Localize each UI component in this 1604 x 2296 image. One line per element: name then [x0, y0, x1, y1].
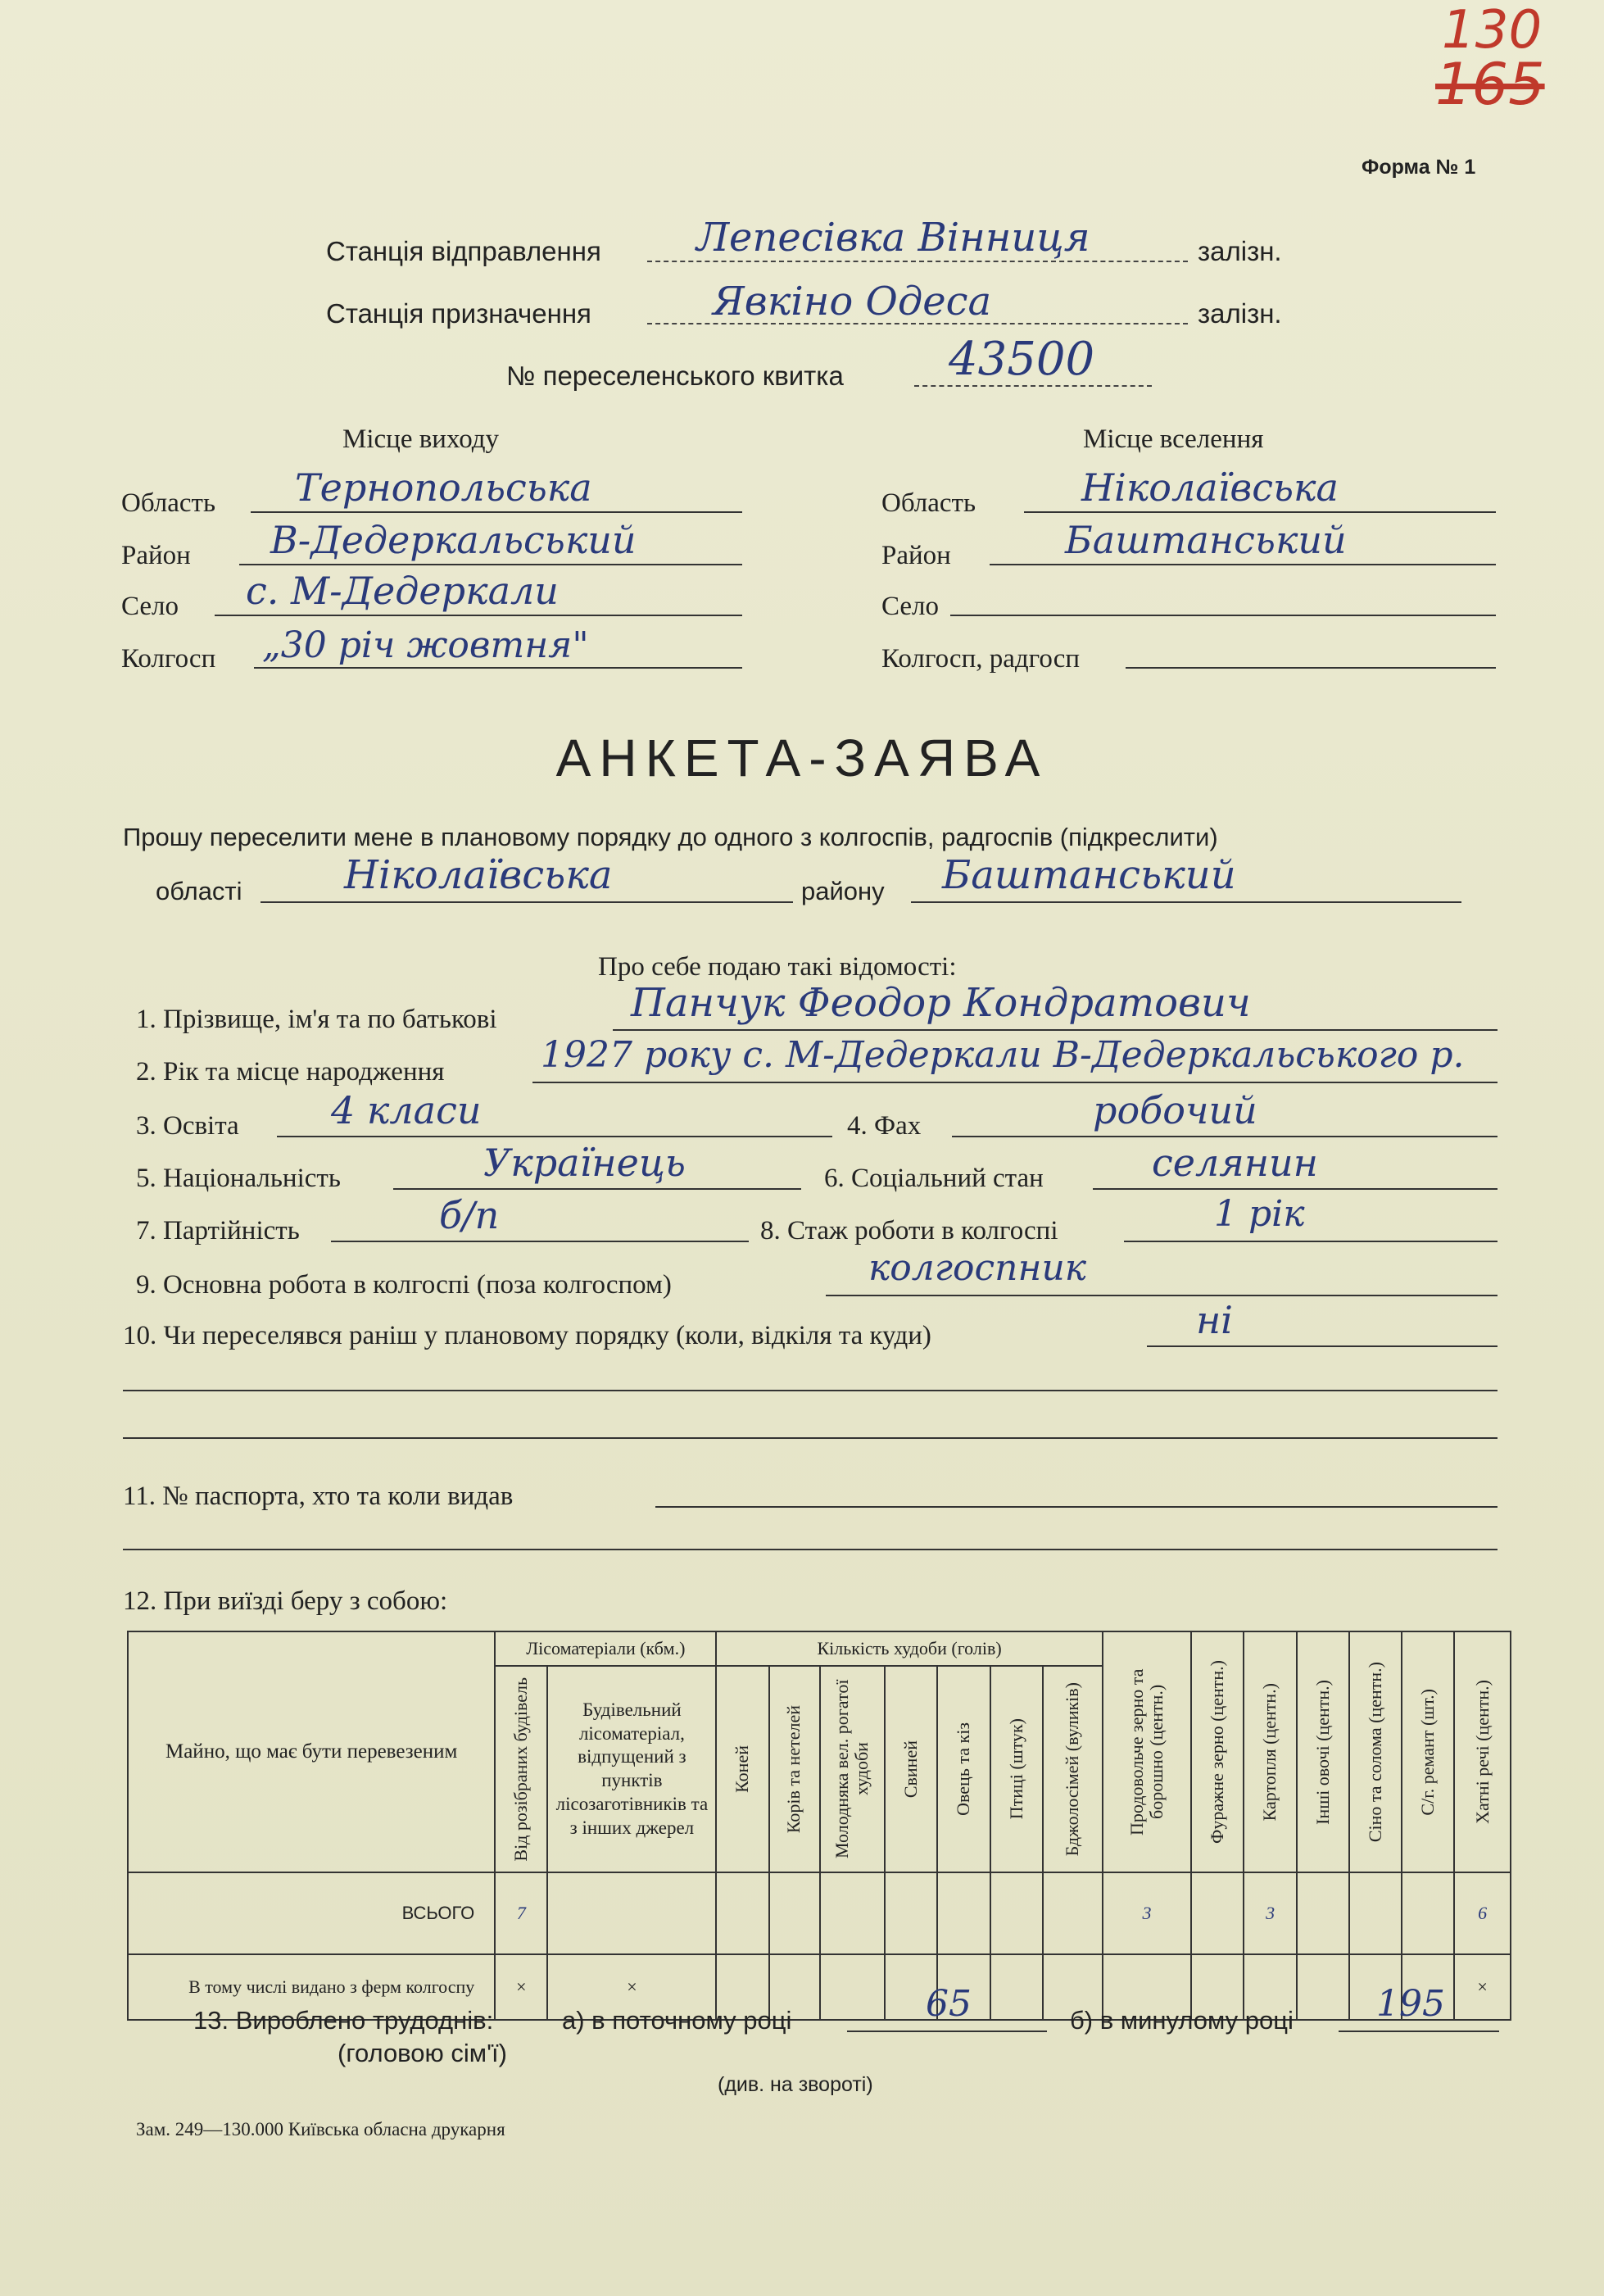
ticket-value: 43500 — [949, 333, 1095, 386]
f13-sub: (головою сім'ї) — [338, 2039, 507, 2067]
f2-label: 2. Рік та місце народження — [136, 1057, 445, 1087]
farm-cell — [990, 1954, 1043, 2020]
intro-text: Про себе подаю такі відомості: — [598, 952, 957, 982]
col-sheep: Овець та кіз — [953, 1722, 974, 1816]
dest-oblast-value: Ніколаївська — [1081, 465, 1339, 510]
f2-value: 1927 року с. М-Дедеркали В-Дедеркальського р. — [541, 1034, 1465, 1076]
row-total-label: ВСЬОГО — [128, 1872, 495, 1954]
origin-kolhosp-value: „30 річ жовтня" — [262, 624, 589, 666]
origin-oblast-value: Тернопольська — [295, 465, 592, 510]
total-cell — [990, 1872, 1043, 1954]
col-veg: Інші овочі (центн.) — [1312, 1679, 1333, 1825]
f4-value: робочий — [1093, 1088, 1257, 1132]
f13-current-label: а) в поточному році — [562, 2006, 792, 2035]
group-lumber: Лісоматеріали (кбм.) — [495, 1631, 716, 1666]
row-total — [128, 1872, 1511, 1954]
dest-raion-label: Район — [881, 541, 951, 570]
dest-kolhosp-label: Колгосп, радгосп — [881, 644, 1081, 674]
f6-label: 6. Соціальний стан — [824, 1164, 1044, 1193]
f10-value: ні — [1196, 1298, 1234, 1342]
total-cell: 3 — [1244, 1872, 1296, 1954]
request-oblast-value: Ніколаївська — [344, 852, 613, 898]
archive-number-bottom: 165 — [1435, 51, 1545, 118]
total-cell — [547, 1872, 716, 1954]
col-pigs: Свиней — [900, 1740, 922, 1799]
origin-selo-label: Село — [121, 592, 179, 621]
col-young: Молодняка вел. рогатої худоби — [831, 1679, 872, 1859]
total-cell — [1402, 1872, 1454, 1954]
f9-label: 9. Основна робота в колгоспі (поза колгоспом) — [136, 1270, 672, 1300]
form-number: Форма № 1 — [1362, 156, 1476, 179]
col-poultry: Птиці (штук) — [1005, 1718, 1026, 1820]
f8-label: 8. Стаж роботи в колгоспі — [760, 1216, 1058, 1246]
col-cows: Корів та нетелей — [783, 1704, 804, 1834]
col-grain: Продовольче зерно та борошно (центн.) — [1126, 1668, 1167, 1835]
f7-value: б/п — [439, 1193, 500, 1237]
total-cell: 6 — [1454, 1872, 1511, 1954]
total-cell: 7 — [495, 1872, 547, 1954]
col-inventory: С/г. ремант (шт.) — [1417, 1688, 1439, 1816]
destination-label: Станція призначення — [326, 298, 591, 329]
col-hay: Сіно та солома (центн.) — [1364, 1661, 1385, 1843]
f9-value: колгоспник — [868, 1247, 1087, 1289]
row-farm-label: В тому числі видано з ферм колгоспу — [128, 1954, 495, 2020]
col-horses: Коней — [732, 1745, 753, 1793]
destination-suffix: залізн. — [1198, 298, 1282, 329]
total-cell — [1349, 1872, 1402, 1954]
origin-oblast-label: Область — [121, 488, 216, 518]
form-title: АНКЕТА-ЗАЯВА — [555, 728, 1049, 787]
farm-cell: × — [1454, 1954, 1511, 2020]
f6-value: селянин — [1152, 1141, 1318, 1185]
farm-cell — [820, 1954, 886, 2020]
see-back-note: (див. на звороті) — [718, 2073, 873, 2096]
f1-value: Панчук Феодор Кондратович — [631, 980, 1251, 1026]
f13-current-value: 65 — [926, 1983, 972, 2025]
col-lumber-built: Будівельний лісоматеріал, відпущений з пунктів лісозаготівників та з інших джерел — [547, 1666, 716, 1872]
f12-label: 12. При виїзді беру з собою: — [123, 1586, 448, 1616]
request-oblast-label: області — [156, 877, 242, 905]
origin-heading: Місце виходу — [342, 424, 500, 454]
total-cell — [1297, 1872, 1349, 1954]
origin-raion-value: В-Дедеркальський — [270, 518, 637, 562]
f10-label: 10. Чи переселявся раніш у плановому порядку (коли, відкіля та куди) — [123, 1321, 931, 1350]
archive-number-top: 130 — [1442, 0, 1543, 61]
request-raion-label: району — [801, 877, 885, 905]
col-forage: Фуражне зерно (центн.) — [1207, 1660, 1228, 1844]
departure-suffix: залізн. — [1198, 236, 1282, 266]
print-info: Зам. 249—130.000 Київська обласна друкарня — [136, 2119, 505, 2139]
dest-oblast-label: Область — [881, 488, 976, 518]
f1-label: 1. Прізвище, ім'я та по батькові — [136, 1005, 497, 1034]
f8-value: 1 рік — [1214, 1193, 1305, 1235]
dest-raion-value: Баштанський — [1065, 518, 1347, 562]
f7-label: 7. Партійність — [136, 1216, 300, 1246]
col-lumber-own: Від розібраних будівель — [510, 1677, 532, 1862]
origin-selo-value: с. М-Дедеркали — [246, 569, 559, 613]
total-cell — [885, 1872, 937, 1954]
dest-selo-label: Село — [881, 592, 940, 621]
f4-label: 4. Фах — [847, 1111, 922, 1141]
total-cell — [820, 1872, 886, 1954]
f13-past-label: б) в минулому році — [1070, 2006, 1294, 2035]
destination-value: Явкіно Одеса — [713, 279, 992, 324]
farm-cell: × — [547, 1954, 716, 2020]
total-cell — [716, 1872, 768, 1954]
total-cell — [769, 1872, 820, 1954]
farm-cell — [1297, 1954, 1349, 2020]
col-household: Хатні речі (центн.) — [1471, 1680, 1493, 1824]
departure-label: Станція відправлення — [326, 236, 601, 266]
request-raion-value: Баштанський — [942, 852, 1236, 898]
f3-label: 3. Освіта — [136, 1111, 239, 1141]
request-text: Прошу переселити мене в плановому порядку до одного з колгоспів, радгоспів (підкреслити) — [123, 823, 1218, 851]
total-cell: 3 — [1103, 1872, 1191, 1954]
f5-label: 5. Національність — [136, 1164, 341, 1193]
ticket-label: № переселенського квитка — [506, 361, 844, 391]
col-property: Майно, що має бути перевезеним — [128, 1631, 495, 1872]
f13-label: 13. Вироблено трудоднів: — [193, 2006, 494, 2035]
f5-value: Українець — [483, 1141, 686, 1185]
group-livestock: Кількість худоби (голів) — [716, 1631, 1102, 1666]
f11-label: 11. № паспорта, хто та коли видав — [123, 1482, 514, 1511]
f13-past-value: 195 — [1376, 1983, 1445, 2025]
farm-cell: × — [495, 1954, 547, 2020]
origin-raion-label: Район — [121, 541, 191, 570]
belongings-table — [127, 1631, 1511, 2021]
col-bees: Бджолосімей (вуликів) — [1062, 1681, 1083, 1857]
total-cell — [1043, 1872, 1103, 1954]
origin-kolhosp-label: Колгосп — [121, 644, 216, 674]
col-potato: Картопля (центн.) — [1259, 1682, 1280, 1822]
total-cell — [1191, 1872, 1244, 1954]
destination-heading: Місце вселення — [1083, 424, 1264, 454]
departure-value: Лепесівка Вінниця — [696, 215, 1090, 261]
total-cell — [937, 1872, 990, 1954]
f3-value: 4 класи — [331, 1088, 482, 1132]
